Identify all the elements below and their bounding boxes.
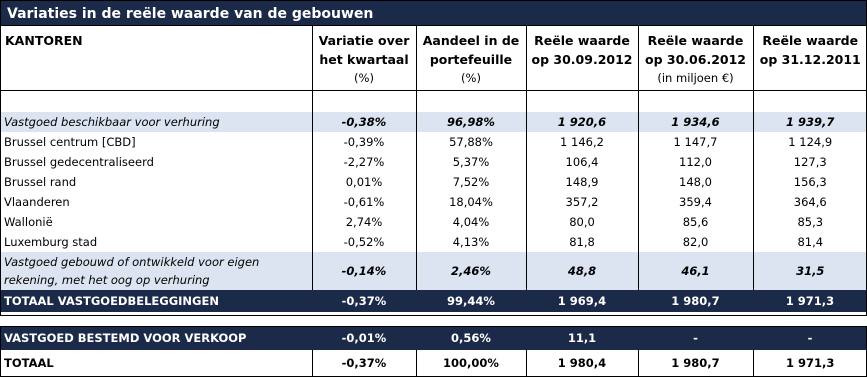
header-waarde-2012-09: Reële waarde op 30.09.2012 (526, 26, 638, 90)
table-row: Vastgoed beschikbaar voor verhuring -0,38% 96,98% 1 920,6 1 934,6 1 939,7 (0, 112, 867, 132)
grand-total-row: TOTAAL -0,37% 100,00% 1 980,4 1 980,7 1 971,3 (0, 350, 867, 376)
total-investments-row: TOTAAL VASTGOEDBELEGGINGEN -0,37% 99,44% 1 969,4 1 980,7 1 971,3 (0, 290, 867, 312)
header-waarde-2012-06: Reële waarde op 30.06.2012 (in miljoen €) (638, 26, 753, 90)
table-row: Brussel centrum [CBD] -0,39% 57,88% 1 146,2 1 147,7 1 124,9 (0, 132, 867, 152)
table-row: Brussel rand 0,01% 7,52% 148,9 148,0 156,3 (0, 172, 867, 192)
table-row: Vastgoed gebouwd of ontwikkeld voor eigen rekening, met het oog op verhuring -0,14% 2,46% 48,8 46,1 31,5 (0, 252, 867, 290)
table-row: Wallonië 2,74% 4,04% 80,0 85,6 85,3 (0, 212, 867, 232)
table-title: Variaties in de reële waarde van de gebouwen (0, 0, 867, 26)
table-row: Luxemburg stad -0,52% 4,13% 81,8 82,0 81,4 (0, 232, 867, 252)
spacer-row (0, 90, 867, 112)
table-row: Vlaanderen -0,61% 18,04% 357,2 359,4 364,6 (0, 192, 867, 212)
header-waarde-2011-12: Reële waarde op 31.12.2011 (753, 26, 867, 90)
header-kantoren: KANTOREN (5, 33, 83, 48)
header-variatie: Variatie over het kwartaal (%) (312, 26, 416, 90)
for-sale-row: VASTGOED BESTEMD VOOR VERKOOP -0,01% 0,56% 11,1 - - (0, 326, 867, 350)
header-aandeel: Aandeel in de portefeuille (%) (416, 26, 526, 90)
header-row (0, 26, 867, 90)
summary-table (0, 326, 867, 376)
table-row: Brussel gedecentraliseerd -2,27% 5,37% 106,4 112,0 127,3 (0, 152, 867, 172)
main-table (0, 26, 867, 312)
